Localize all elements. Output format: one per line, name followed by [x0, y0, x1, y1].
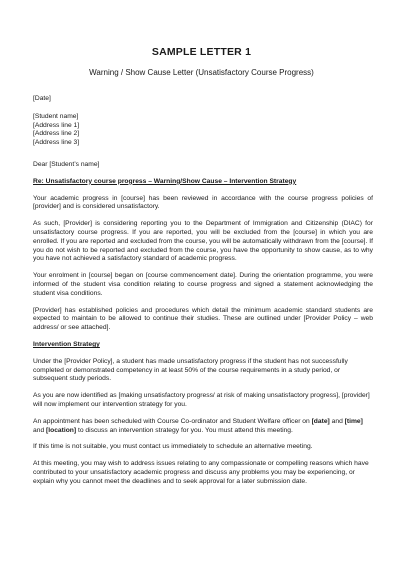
- paragraph-identified: As you are now identified as [making unsatisfactory progress/ at risk of making unsatisfactory progress], [provider] will now implement our intervention strategy for you.: [33, 392, 370, 408]
- paragraph-enrolment: Your enrolment in [course] began on [course commencement date]. During the orientation programme, you were informed of the student visa condition relating to course progress and signed a statement acknowledging the student visa conditions.: [33, 272, 373, 297]
- letter-subtitle: Warning / Show Cause Letter (Unsatisfactory Course Progress): [89, 68, 314, 77]
- address-line: [Address line 1]: [33, 121, 80, 129]
- address-block: [33, 113, 373, 148]
- paragraph-appointment: An appointment has been scheduled with Course Co-ordinator and Student Welfare officer on [date] and [time] and [location] to discuss an intervention strategy for you. You must attend this meeting.: [33, 417, 363, 434]
- paragraph-progress-review: Your academic progress in [course] has been reviewed in accordance with the course progress policies of [provider] and is considered unsatisfactory.: [33, 194, 373, 211]
- letter-body: [33, 95, 373, 495]
- salutation: Dear [Student’s name]: [33, 160, 100, 168]
- appointment-text: An appointment has been scheduled with Course Co-ordinator and Student Welfare officer on: [33, 417, 312, 425]
- paragraph-reporting: As such, [Provider] is considering reporting you to the Department of Immigration and Citizenship (DIAC) for unsatisfactory course progress. If you are reported, you will be excluded from the [course] in which you are enrolled. If you are reported and excluded from the course, you will be automatically withdrawn from the [course]. If you do not wish to be reported and excluded from the course, you have the opportunity to show cause, as to why you have not achieved a satisfactory standard of academic progress.: [33, 220, 373, 263]
- address-line: [Address line 3]: [33, 139, 80, 147]
- appointment-date: [date]: [311, 417, 330, 425]
- paragraph-policy-definition: Under the [Provider Policy], a student has made unsatisfactory progress if the student has not successfully completed or demonstrated competency in at least 50% of the course requirements in a study period, or subsequent study periods.: [33, 357, 348, 383]
- address-line: [Address line 2]: [33, 130, 80, 138]
- paragraph-reschedule: If this time is not suitable, you must contact us immediately to schedule an alternative meeting.: [33, 443, 313, 451]
- re-line: Re: Unsatisfactory course progress – Warning/Show Cause – Intervention Strategy: [33, 177, 297, 185]
- letter-date: [Date]: [33, 95, 51, 102]
- appointment-location: [location]: [46, 426, 77, 434]
- letter-title: SAMPLE LETTER 1: [151, 46, 252, 58]
- address-line: [Student name]: [33, 112, 79, 120]
- paragraph-policies: [Provider] has established policies and procedures which detail the minimum academic standard students are expected to maintain to be allowed to continue their studies. These are outlined under [Provider Policy – web address/ or see attached].: [33, 306, 373, 332]
- intervention-heading: Intervention Strategy: [33, 340, 100, 348]
- paragraph-meeting: At this meeting, you may wish to address issues relating to any compassionate or compelling reasons which have contributed to your unsatisfactory academic progress and discuss any problems you may be experiencing, or explain why you cannot meet the deadlines and to seek approval for a later submission date.: [33, 460, 369, 485]
- appointment-time: [time]: [344, 417, 363, 425]
